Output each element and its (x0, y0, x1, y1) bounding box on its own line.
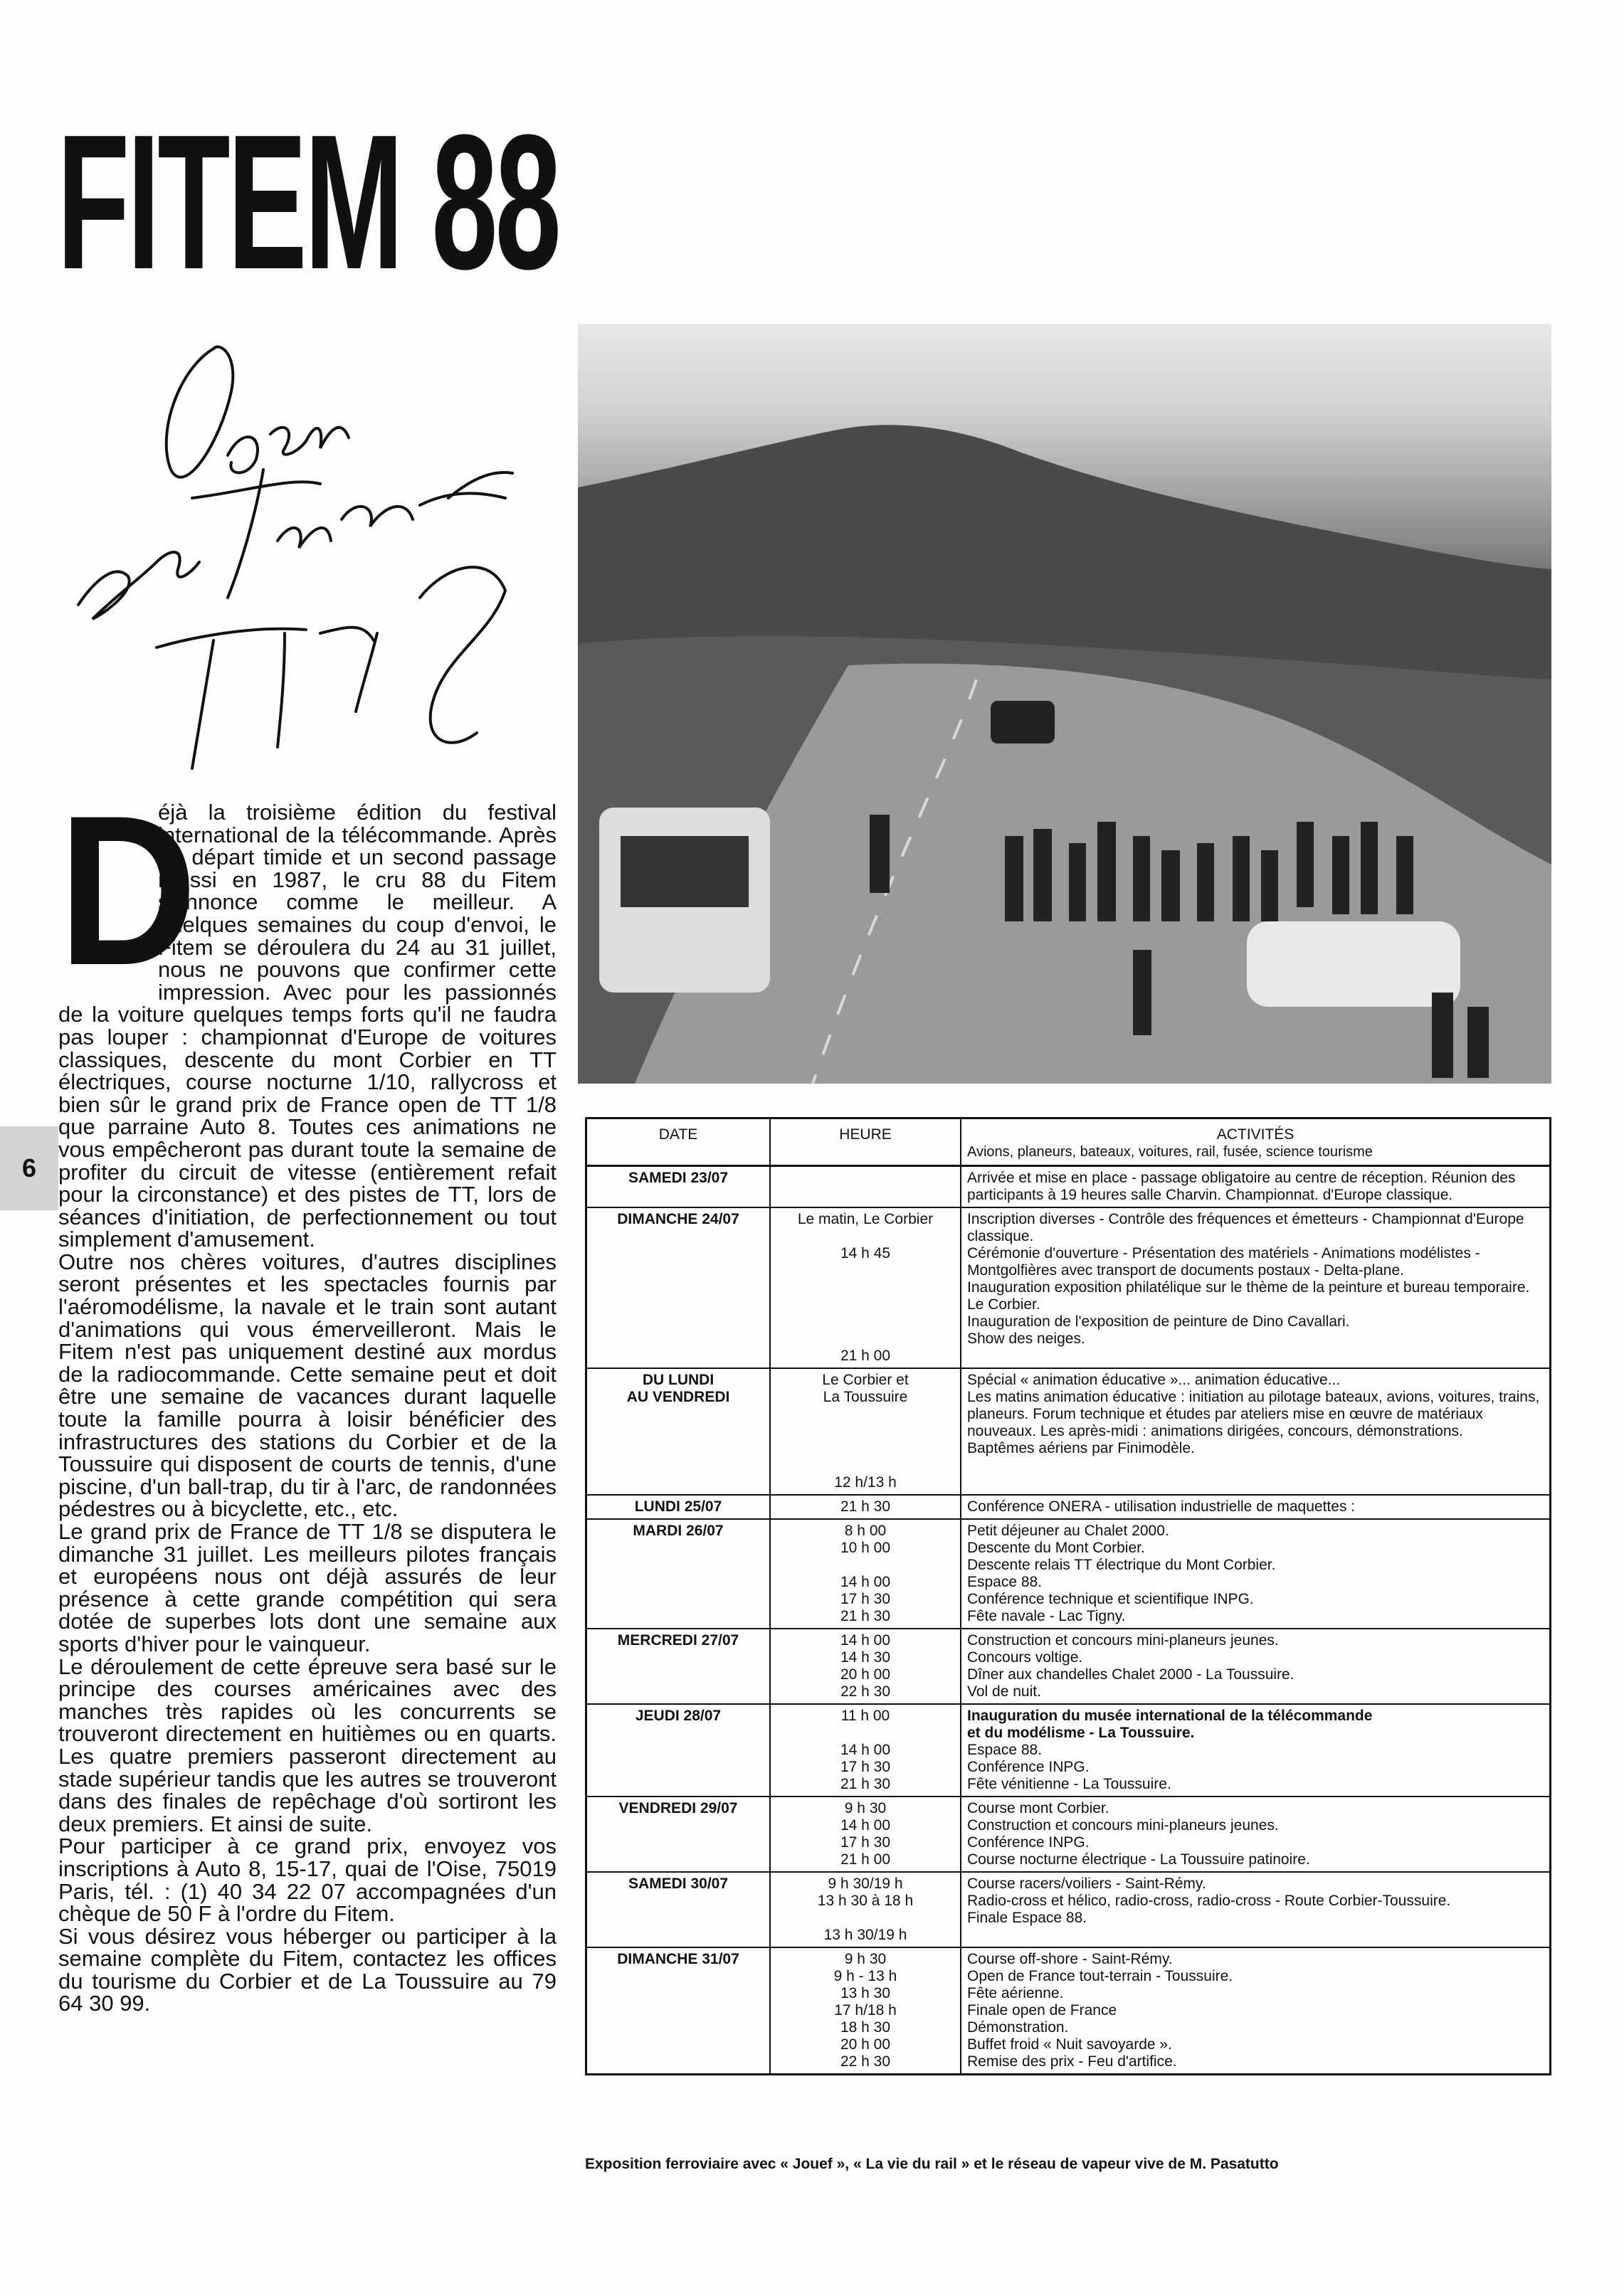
schedule-activity-line: Open de France tout-terrain - Toussuire. (967, 1968, 1233, 1984)
schedule-body (586, 1166, 1551, 2075)
schedule-time-line: 13 h 30 (840, 1985, 891, 2001)
article-paragraph: Le grand prix de France de TT 1/8 se disputera le dimanche 31 juillet. Les meilleurs pilotes français et européens nous ont déjà assurés de leur présence à cette grande compétition qui sera dotée de superbes lots dont une semaine aux sports d'hiver pour le vainqueur. (58, 1519, 557, 1656)
schedule-date (586, 1368, 771, 1495)
schedule-time-line: 9 h 30 (844, 1951, 887, 1967)
schedule-time-line: 9 h 30/19 h (828, 1876, 903, 1892)
schedule-date-line: MARDI 26/07 (633, 1523, 724, 1539)
schedule-row (586, 1947, 1551, 2075)
schedule-activity-line: Course off-shore - Saint-Rémy. (967, 1951, 1173, 1967)
schedule-table (585, 1117, 1551, 2075)
schedule-activity-line: Conférence INPG. (967, 1834, 1090, 1851)
schedule-activity-line: Course mont Corbier. (967, 1800, 1109, 1816)
header-activities-title: ACTIVITÉS (1216, 1126, 1295, 1143)
schedule-date (586, 1704, 771, 1797)
schedule-activity-line: Course racers/voiliers - Saint-Rémy. (967, 1876, 1206, 1892)
schedule-time-line: 20 h 00 (840, 1666, 891, 1683)
schedule-activity-line: Finale Espace 88. (967, 1910, 1087, 1926)
article-body (58, 771, 557, 2016)
schedule-time-line: 22 h 30 (840, 2053, 891, 2070)
schedule-activity-line: Dîner aux chandelles Chalet 2000 - La Toussuire. (967, 1666, 1295, 1683)
header-activities-sub: Avions, planeurs, bateaux, voitures, rail, fusée, science tourisme (967, 1144, 1373, 1160)
schedule-time-line (776, 1406, 954, 1423)
schedule-time-line (776, 1725, 954, 1742)
schedule-activity-line: Remise des prix - Feu d'artifice. (967, 2053, 1177, 2070)
schedule-activity-line: Inscription diverses - Contrôle des fréquences et émetteurs - Championnat d'Europe classique. (967, 1211, 1524, 1244)
schedule-activity-line: Arrivée et mise en place - passage obligatoire au centre de réception. Réunion des participants à 19 heures salle Charvin. Championnat. d'Europe classique. (967, 1170, 1516, 1203)
schedule-date (586, 1207, 771, 1368)
schedule-time-line (776, 1170, 954, 1187)
schedule-activity (961, 1797, 1551, 1872)
handwritten-subtitle (50, 327, 548, 776)
schedule-time-line: 17 h 30 (840, 1591, 891, 1607)
schedule-time-line (776, 1423, 954, 1440)
header-time: HEURE (770, 1118, 961, 1166)
schedule-time-line: 20 h 00 (840, 2036, 891, 2053)
schedule-time-line (776, 1228, 954, 1245)
schedule-time-line: 21 h 30 (840, 1776, 891, 1792)
schedule-row (586, 1797, 1551, 1872)
schedule-time (770, 1519, 961, 1629)
schedule-activity-line: Les matins animation éducative : initiation au pilotage bateaux, avions, voitures, trains, planeurs. Forum technique et études par ateliers mise en œuvre de matériaux nouveaux. Les après-midi : animations dirigées, concours, démonstrations. (967, 1389, 1540, 1439)
schedule-activity (961, 1947, 1551, 2075)
schedule-time-line: 21 h 00 (840, 1348, 891, 1364)
page-title: FITEM 88 (57, 95, 559, 310)
schedule-date (586, 1872, 771, 1947)
schedule-row (586, 1495, 1551, 1519)
schedule-activity-line: Course nocturne électrique - La Toussuire patinoire. (967, 1851, 1310, 1868)
schedule-activity-line: Vol de nuit. (967, 1683, 1041, 1700)
schedule-activity (961, 1872, 1551, 1947)
schedule-date (586, 1629, 771, 1704)
schedule-date (586, 1519, 771, 1629)
schedule-activity (961, 1629, 1551, 1704)
schedule-time (770, 1872, 961, 1947)
header-activities (961, 1118, 1551, 1166)
schedule-time-line: 12 h/13 h (834, 1474, 897, 1491)
schedule-time-line (776, 1557, 954, 1574)
schedule-activity-line: Baptêmes aériens par Finimodèle. (967, 1440, 1195, 1456)
schedule-date-line: DIMANCHE 24/07 (617, 1211, 739, 1227)
schedule-date-line: VENDREDI 29/07 (618, 1800, 738, 1816)
drop-cap: D (58, 771, 197, 1010)
schedule-time-line (776, 1910, 954, 1927)
schedule-activity (961, 1704, 1551, 1797)
schedule-date-line: SAMEDI 30/07 (628, 1876, 729, 1892)
article-paragraph: Si vous désirez vous héberger ou participer à la semaine complète du Fitem, contactez les offices du tourisme du Corbier et de La Toussuire au 79 64 30 99. (58, 1923, 557, 2016)
schedule-row (586, 1872, 1551, 1947)
schedule-time-line: 21 h 30 (840, 1608, 891, 1624)
schedule-row (586, 1207, 1551, 1368)
schedule-time-line (776, 1279, 954, 1296)
schedule-activity (961, 1166, 1551, 1208)
schedule-date-line: MERCREDI 27/07 (617, 1632, 739, 1649)
schedule-activity-line: Conférence technique et scientifique INPG. (967, 1591, 1254, 1607)
header-date: DATE (586, 1118, 771, 1166)
schedule-time-line (776, 1262, 954, 1279)
schedule-time-line: 9 h - 13 h (833, 1968, 897, 1984)
schedule-activity-line: Conférence ONERA - utilisation industrielle de maquettes : (967, 1498, 1356, 1515)
schedule-time-line: 14 h 00 (840, 1632, 891, 1649)
schedule-activity-line: Construction et concours mini-planeurs jeunes. (967, 1632, 1279, 1649)
schedule-time-line: 18 h 30 (840, 2019, 891, 2036)
schedule-row (586, 1704, 1551, 1797)
schedule-time-line: 17 h/18 h (834, 2002, 897, 2019)
schedule-activity-line: Construction et concours mini-planeurs jeunes. (967, 1817, 1279, 1834)
schedule-time-line: 10 h 00 (840, 1540, 891, 1556)
schedule-activity-line: Show des neiges. (967, 1330, 1085, 1347)
schedule-time (770, 1629, 961, 1704)
schedule-time-line: 17 h 30 (840, 1759, 891, 1775)
schedule-row (586, 1166, 1551, 1208)
schedule-activity-line: Fête aérienne. (967, 1985, 1064, 2001)
schedule-date (586, 1495, 771, 1519)
schedule-activity-line: Démonstration. (967, 2019, 1069, 2036)
schedule-time-line: 13 h 30/19 h (823, 1927, 907, 1943)
schedule-activity-line: Fête vénitienne - La Toussuire. (967, 1776, 1171, 1792)
schedule-time-line (776, 1313, 954, 1330)
schedule-activity-line: Finale open de France (967, 2002, 1117, 2019)
page-number: 6 (0, 1126, 58, 1210)
schedule-activity-line: Inauguration du musée international de la télécommande (967, 1708, 1373, 1724)
schedule-time (770, 1368, 961, 1495)
schedule-time (770, 1495, 961, 1519)
schedule-date (586, 1947, 771, 2075)
schedule-time (770, 1704, 961, 1797)
schedule-time-line: 8 h 00 (844, 1523, 887, 1539)
schedule-time (770, 1947, 961, 2075)
schedule-row (586, 1519, 1551, 1629)
schedule-activity-line: Descente du Mont Corbier. (967, 1540, 1145, 1556)
schedule-activity-line: Concours voltige. (967, 1649, 1083, 1666)
schedule-time-line: 14 h 30 (840, 1649, 891, 1666)
schedule-activity-line: Fête navale - Lac Tigny. (967, 1608, 1126, 1624)
schedule-activity-line: Descente relais TT électrique du Mont Corbier. (967, 1557, 1276, 1573)
schedule-activity (961, 1495, 1551, 1519)
schedule-activity (961, 1519, 1551, 1629)
schedule-time-line: 21 h 00 (840, 1851, 891, 1868)
schedule-time (770, 1207, 961, 1368)
schedule-time-line: 14 h 45 (840, 1245, 891, 1261)
article-paragraph: éjà la troisième édition du festival international de la télécommande. Après un départ timide et un second passage réussi en 1987, le cru 88 du Fitem s'annonce comme le meilleur. A quelques semaines du coup d'envoi, le Fitem se déroulera du 24 au 31 juillet, nous ne pouvons que confirmer cette impression. Avec pour les passionnés de la voiture quelques temps forts qu'il ne faudra pas louper : championnat d'Europe de voitures classiques, descente du mont Corbier en TT électriques, course nocturne 1/10, rallycross et bien sûr le grand prix de France open de TT 1/8 que parraine Auto 8. Toutes ces animations ne vous empêcheront pas durant toute la semaine de profiter du circuit de vitesse (entièrement refait pour la circonstance) et des pistes de TT, lors de séances d'initiation, de perfectionnement ou tout simplement d'amusement. (58, 800, 557, 1252)
schedule-time-line: 13 h 30 à 18 h (817, 1893, 914, 1909)
schedule-time-line: 21 h 30 (840, 1498, 891, 1515)
schedule-time-line (776, 1330, 954, 1348)
schedule-activity-line: Petit déjeuner au Chalet 2000. (967, 1523, 1169, 1539)
article-paragraph: Pour participer à ce grand prix, envoyez vos inscriptions à Auto 8, 15-17, quai de l'Oise, 75019 Paris, tél. : (1) 40 34 22 07 accompagnées d'un chèque de 50 F à l'ordre du Fitem. (58, 1834, 557, 1927)
event-photo (578, 324, 1551, 1084)
schedule-activity-line: Spécial « animation éducative »... animation éducative... (967, 1372, 1341, 1388)
schedule-date-line: JEUDI 28/07 (635, 1708, 722, 1724)
schedule-date-line: AU VENDREDI (626, 1389, 730, 1405)
schedule-row (586, 1368, 1551, 1495)
schedule-time-line: 14 h 00 (840, 1817, 891, 1834)
photo-mountain-road-crowd-icon (578, 324, 1551, 1084)
schedule-time-line: 22 h 30 (840, 1683, 891, 1700)
schedule-date-line: DU LUNDI (642, 1372, 715, 1388)
schedule-date-line: DIMANCHE 31/07 (617, 1951, 739, 1967)
schedule-time-line: La Toussuire (823, 1389, 908, 1405)
schedule-date-line: SAMEDI 23/07 (628, 1170, 729, 1186)
schedule-activity-line: Conférence INPG. (967, 1759, 1090, 1775)
schedule-time-line (776, 1440, 954, 1457)
schedule-row (586, 1629, 1551, 1704)
caption: Exposition ferroviaire avec « Jouef », « La vie du rail » et le réseau de vapeur vive de M. Pasatutto (585, 2156, 1279, 2172)
schedule-time (770, 1166, 961, 1208)
schedule-activity-line: Inauguration exposition philatélique sur le thème de la peinture et bureau temporaire. Le Corbier. (967, 1279, 1530, 1313)
schedule-activity-line: et du modélisme - La Toussuire. (967, 1725, 1195, 1741)
schedule-date (586, 1797, 771, 1872)
article-paragraph: Outre nos chères voitures, d'autres disciplines seront présentes et les spectacles fournis par l'aéromodélisme, la navale et le train sont autant d'animations qui vous émerveilleront. Mais le Fitem n'est pas uniquement destiné aux mordus de la radiocommande. Cette semaine peut et doit être une semaine de vacances durant laquelle toute la famille pourra à loisir bénéficier des infrastructures des stations du Corbier et de la Toussuire qui disposent de courts de tennis, d'une piscine, d'un ball-trap, du tir à l'arc, de randonnées pédestres ou à bicyclette, etc., etc. (58, 1249, 557, 1522)
schedule-date-line: LUNDI 25/07 (634, 1498, 722, 1515)
schedule-activity (961, 1368, 1551, 1495)
schedule-activity-line: Espace 88. (967, 1574, 1043, 1590)
schedule-time-line (776, 1296, 954, 1313)
schedule-activity-line: Cérémonie d'ouverture - Présentation des matériels - Animations modélistes - Montgolfières avec transport de documents postaux - Delta-plane. (967, 1245, 1480, 1279)
schedule-time (770, 1797, 961, 1872)
schedule-time-line: 9 h 30 (844, 1800, 887, 1816)
schedule-activity-line: Espace 88. (967, 1742, 1043, 1758)
schedule-time-line: 17 h 30 (840, 1834, 891, 1851)
schedule-date (586, 1166, 771, 1208)
schedule-time-line: Le matin, Le Corbier (797, 1211, 934, 1227)
article-paragraph: Le déroulement de cette épreuve sera basé sur le principe des courses américaines avec des manches très rapides où les concurrents se trouveront directement en huitièmes ou en quarts. Les quatre premiers passeront directement au stade supérieur tandis que les autres se trouveront dans des finales de repêchage d'où sortiront les deux premiers. Et ainsi de suite. (58, 1654, 557, 1836)
schedule-time-line: 11 h 00 (840, 1708, 890, 1724)
schedule-time-line (776, 1457, 954, 1474)
schedule-activity-line: Inauguration de l'exposition de peinture de Dino Cavallari. (967, 1313, 1350, 1330)
schedule-time-line: Le Corbier et (822, 1372, 909, 1388)
schedule-activity (961, 1207, 1551, 1368)
schedule-time-line: 14 h 00 (840, 1742, 891, 1758)
schedule-activity-line: Buffet froid « Nuit savoyarde ». (967, 2036, 1172, 2053)
schedule-activity-line: Radio-cross et hélico, radio-cross, radio-cross - Route Corbier-Toussuire. (967, 1893, 1451, 1909)
schedule-time-line: 14 h 00 (840, 1574, 891, 1590)
